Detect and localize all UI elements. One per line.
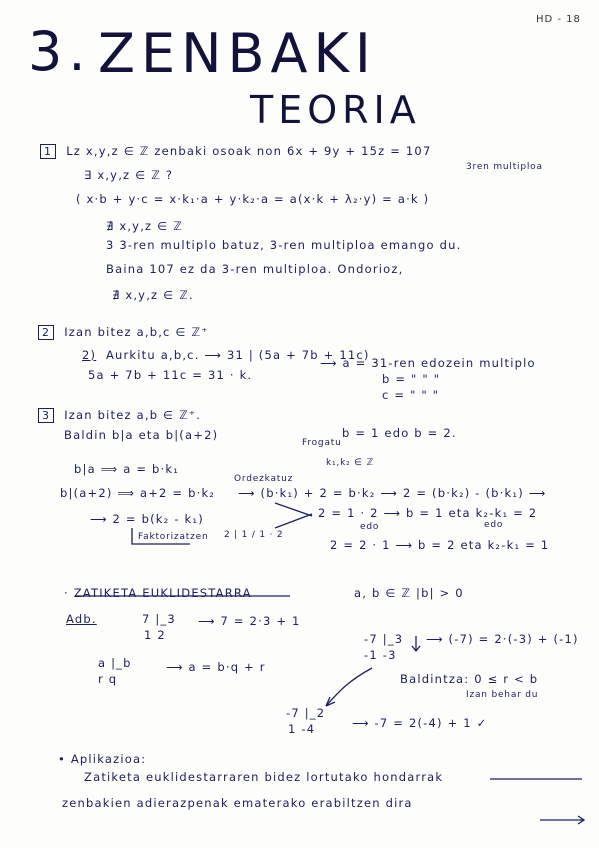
exercise-3-or-2: edo — [484, 520, 504, 530]
application-heading: • Aplikazioa: — [58, 752, 147, 766]
exercise-1-line-7: ∄ x,y,z ∈ ℤ. — [112, 288, 194, 302]
exercise-1-line-3: ( x·b + y·c = x·k₁·a + y·k₂·a = a(x·k + λ₂·y) = a·k ) — [76, 192, 430, 206]
example-3-division: -7 |_2 — [286, 706, 326, 720]
exercise-2-statement — [38, 325, 209, 340]
division-heading-text: ZATIKETA EUKLIDESTARRA — [73, 586, 252, 600]
division-condition: a, b ∈ ℤ |b| > 0 — [354, 586, 464, 600]
exercise-3-line-1: Izan bitez a,b ∈ ℤ⁺. — [64, 408, 202, 422]
exercise-3-line-3: b|a ⟹ a = b·k₁ — [74, 462, 180, 476]
exercise-1-statement — [40, 144, 431, 159]
exercise-1-line-2: ∃ x,y,z ∈ ℤ ? — [84, 168, 174, 182]
exercise-3-note: Frogatu — [302, 438, 342, 448]
exercise-1-line-1: Lz x,y,z ∈ ℤ zenbaki osoak non 6x + 9y + 15z = 107 — [66, 144, 432, 158]
example-2-remainder: -1 -3 — [364, 648, 397, 662]
exercise-3-statement — [38, 408, 201, 423]
example-2-result: ⟶ (-7) = 2·(-3) + (-1) — [426, 632, 579, 646]
chapter-number: 3. — [28, 20, 92, 83]
general-formula: ⟶ a = b·q + r — [166, 660, 266, 674]
example-label: Adb. — [66, 612, 97, 626]
example-1-remainder: 1 2 — [144, 628, 166, 642]
division-heading: · ZATIKETA EUKLIDESTARRA — [64, 586, 252, 600]
remainder-condition: Baldintza: 0 ≤ r < b — [400, 672, 539, 686]
example-2-division: -7 |_3 — [364, 632, 404, 646]
exercise-3-line-5b: 2 = 1 · 2 ⟶ b = 1 eta k₂-k₁ = 2 — [318, 506, 538, 520]
general-remainder: r q — [98, 672, 118, 686]
example-3-remainder: 1 -4 — [288, 722, 316, 736]
exercise-2-line-2-text: Aurkitu a,b,c. ⟶ 31 | (5a + 7b + 11c) — [105, 348, 370, 362]
exercise-3-number: 3 — [38, 408, 54, 423]
exercise-1-number: 1 — [40, 144, 56, 159]
exercise-3-factorize: Faktorizatzen — [138, 532, 209, 542]
exercise-2-line-3: 5a + 7b + 11c = 31 · k. — [88, 368, 253, 382]
exercise-2-line-4: b = " " " — [382, 372, 441, 386]
general-division: a |_b — [98, 656, 132, 670]
exercise-2-line-5: c = " " " — [382, 388, 440, 402]
chapter-subtitle: TEORIA — [250, 88, 421, 132]
exercise-3-line-3b: k₁,k₂ ∈ ℤ — [326, 458, 374, 468]
exercise-2-number: 2 — [38, 325, 54, 340]
exercise-2-line-1: Izan bitez a,b,c ∈ ℤ⁺ — [64, 325, 209, 339]
exercise-1-line-6: Baina 107 ez da 3-ren multiploa. Ondorioz, — [106, 262, 404, 276]
exercise-1-note: 3ren multiploa — [466, 162, 543, 172]
chapter-title: ZENBAKI — [98, 22, 377, 85]
application-line-1: Zatiketa euklidestarraren bidez lortutako hondarrak — [84, 770, 444, 784]
exercise-1-line-5: 3 3-ren multiplo batuz, 3-ren multiploa emango du. — [106, 238, 462, 252]
example-3-result: ⟶ -7 = 2(-4) + 1 ✓ — [352, 716, 488, 730]
exercise-1-line-4: ∄ x,y,z ∈ ℤ — [106, 219, 183, 233]
exercise-3-or-1: edo — [360, 522, 380, 532]
exercise-3-line-6b: 2 = 2 · 1 ⟶ b = 2 eta k₂-k₁ = 1 — [330, 538, 550, 552]
exercise-3-line-2: Baldin b|a eta b|(a+2) — [64, 428, 219, 442]
page-code: HD - 18 — [536, 14, 581, 25]
exercise-3-factor-fraction: 2 | 1 / 1 · 2 — [224, 530, 284, 540]
exercise-3-line-4b: ⟶ (b·k₁) + 2 = b·k₂ ⟶ 2 = (b·k₂) - (b·k₁) ⟶ — [238, 486, 547, 500]
exercise-3-line-2b: b = 1 edo b = 2. — [342, 426, 457, 440]
exercise-3-line-4: b|(a+2) ⟹ a+2 = b·k₂ — [60, 486, 216, 500]
exercise-2-line-3b: ⟶ a = 31-ren edozein multiplo — [320, 356, 536, 370]
example-1-division: 7 |_3 — [142, 612, 176, 626]
example-1-result: ⟶ 7 = 2·3 + 1 — [198, 614, 301, 628]
exercise-3-note-2: Ordezkatuz — [234, 474, 294, 484]
application-line-2: zenbakien adierazpenak ematerako erabiltzen dira — [62, 796, 413, 810]
exercise-3-line-5: ⟶ 2 = b(k₂ - k₁) — [90, 512, 204, 526]
remainder-condition-note: Izan behar du — [466, 690, 539, 700]
exercise-2-sub-label: 2) — [82, 348, 97, 362]
